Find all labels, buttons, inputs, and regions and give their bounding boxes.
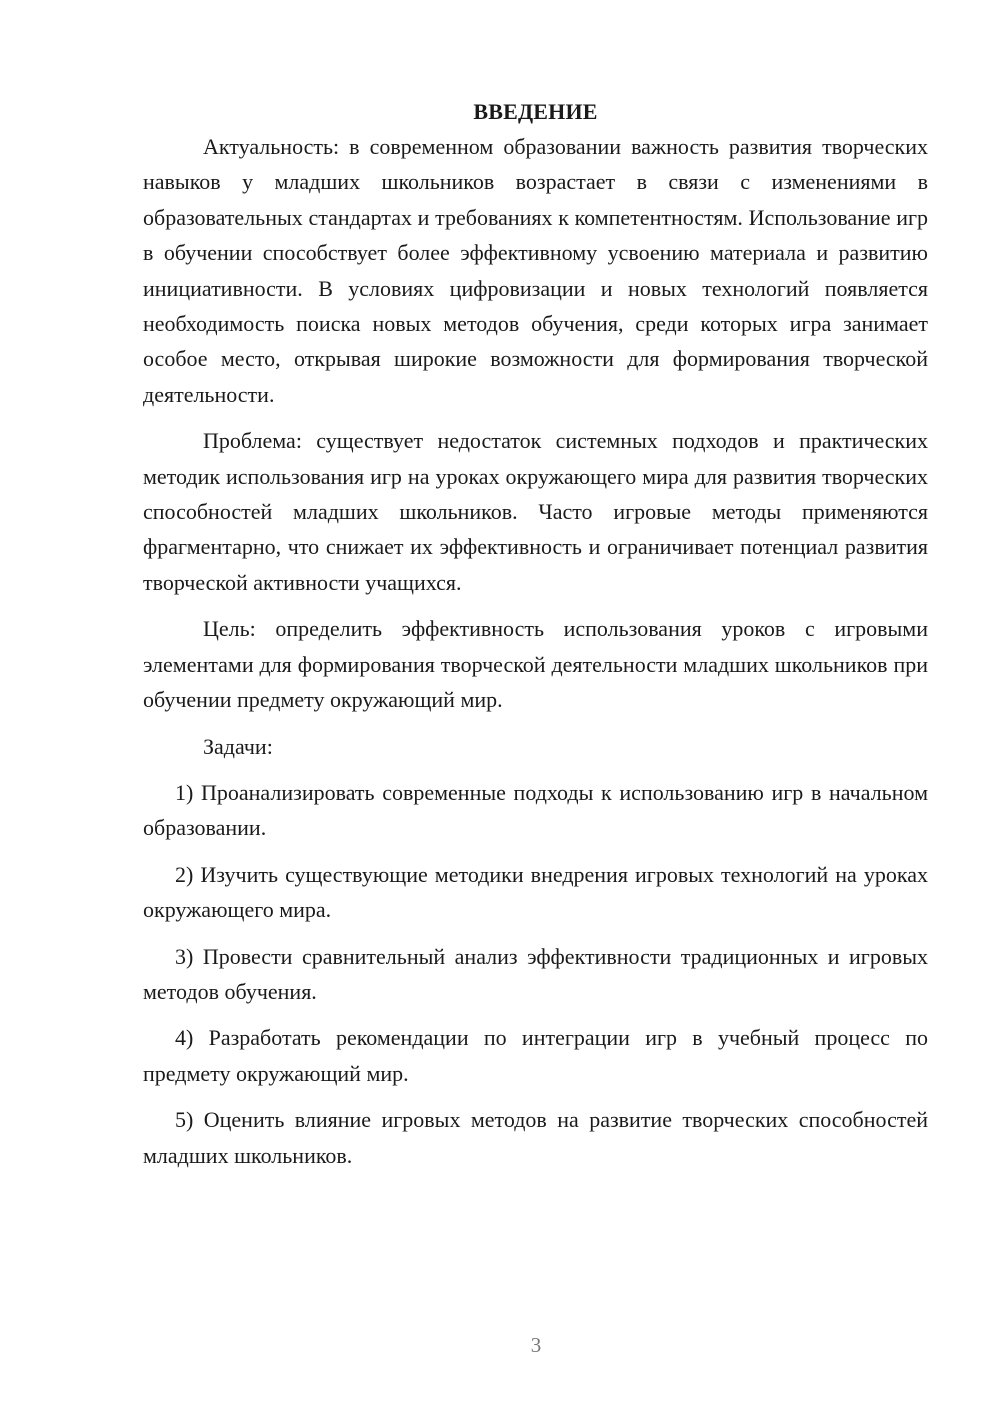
tasks-label: Задачи: xyxy=(203,733,273,759)
page-number: 3 xyxy=(530,1333,542,1357)
task-item: 3) Провести сравнительный анализ эффективности традиционных и игровых методов обучения. xyxy=(143,943,928,1004)
task-item: 5) Оценить влияние игровых методов на развитие творческих способностей младших школьников. xyxy=(143,1107,928,1168)
task-item: 1) Проанализировать современные подходы к использованию игр в начальном образовании. xyxy=(143,779,928,841)
goal-paragraph: Цель: определить эффективность использования уроков с игровыми элементами для формирования творческой деятельности младших школьников при обучении предмету окружающий мир. xyxy=(143,616,928,713)
task-item: 2) Изучить существующие методики внедрения игровых технологий на уроках окружающего мира. xyxy=(143,861,928,923)
document-body xyxy=(143,94,928,1173)
problem-paragraph: Проблема: существует недостаток системных подходов и практических методик использования игр на уроках окружающего мира для развития творческих способностей младших школьников. Часто игровые методы применяются фрагментарно, что снижает их эффективность и ограничивает потенциал развития творческой активности учащихся. xyxy=(143,428,928,595)
task-item: 4) Разработать рекомендации по интеграции игр в учебный процесс по предмету окружающий мир. xyxy=(143,1025,928,1086)
section-heading: ВВЕДЕНИЕ xyxy=(473,99,598,124)
relevance-paragraph: Актуальность: в современном образовании важность развития творческих навыков у младших школьников возрастает в связи с изменениями в образовательных стандартах и требованиях к компетентностям. Использование игр в обучении способствует более эффективному усвоению материала и развитию инициативности. В условиях цифровизации и новых технологий появляется необходимость поиска новых методов обучения, среди которых игра занимает особое место, открывая широкие возможности для формирования творческой деятельности. xyxy=(143,134,928,407)
